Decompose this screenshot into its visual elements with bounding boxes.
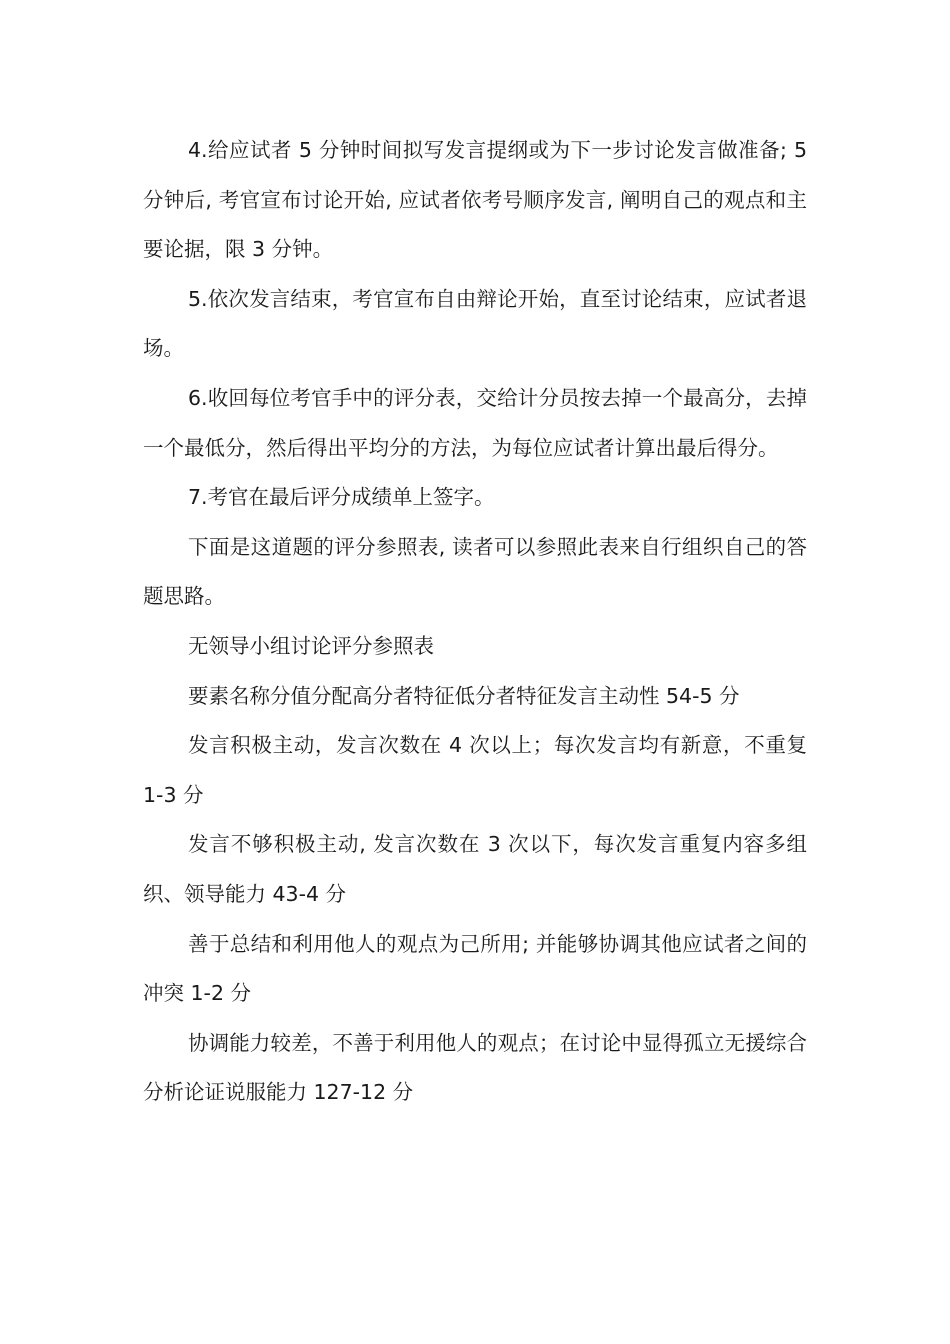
paragraph-step-7: 7.考官在最后评分成绩单上签字。 — [188, 485, 495, 510]
table-row-leadership-low: 协调能力较差，不善于利用他人的观点；在讨论中显得孤立无援综合分析论证说服能力 127-12 分 — [143, 1030, 807, 1105]
table-row-initiative-high: 发言积极主动，发言次数在 4 次以上；每次发言均有新意，不重复 1-3 分 — [143, 733, 807, 807]
table-header-row: 要素名称分值分配高分者特征低分者特征发言主动性 54-5 分 — [188, 683, 740, 708]
document-body — [143, 126, 807, 1118]
paragraph-intro-table: 下面是这道题的评分参照表, 读者可以参照此表来自行组织自己的答题思路。 — [143, 534, 807, 609]
table-row-initiative-low: 发言不够积极主动, 发言次数在 3 次以下，每次发言重复内容多组织、领导能力 43-4 分 — [143, 832, 807, 906]
paragraph-step-5: 5.依次发言结束，考官宣布自由辩论开始，直至讨论结束，应试者退场。 — [143, 286, 807, 361]
paragraph-step-6: 6.收回每位考官手中的评分表，交给计分员按去掉一个最高分，去掉一个最低分，然后得出平均分的方法，为每位应试者计算出最后得分。 — [143, 385, 807, 460]
table-row-leadership-high: 善于总结和利用他人的观点为己所用; 并能够协调其他应试者之间的冲突 1-2 分 — [143, 931, 807, 1006]
paragraph-step-4: 4.给应试者 5 分钟时间拟写发言提纲或为下一步讨论发言做准备; 5 分钟后, 考官宣布讨论开始, 应试者依考号顺序发言, 阐明自己的观点和主要论据，限 3 分钟。 — [143, 138, 807, 262]
table-title: 无领导小组讨论评分参照表 — [188, 633, 434, 658]
